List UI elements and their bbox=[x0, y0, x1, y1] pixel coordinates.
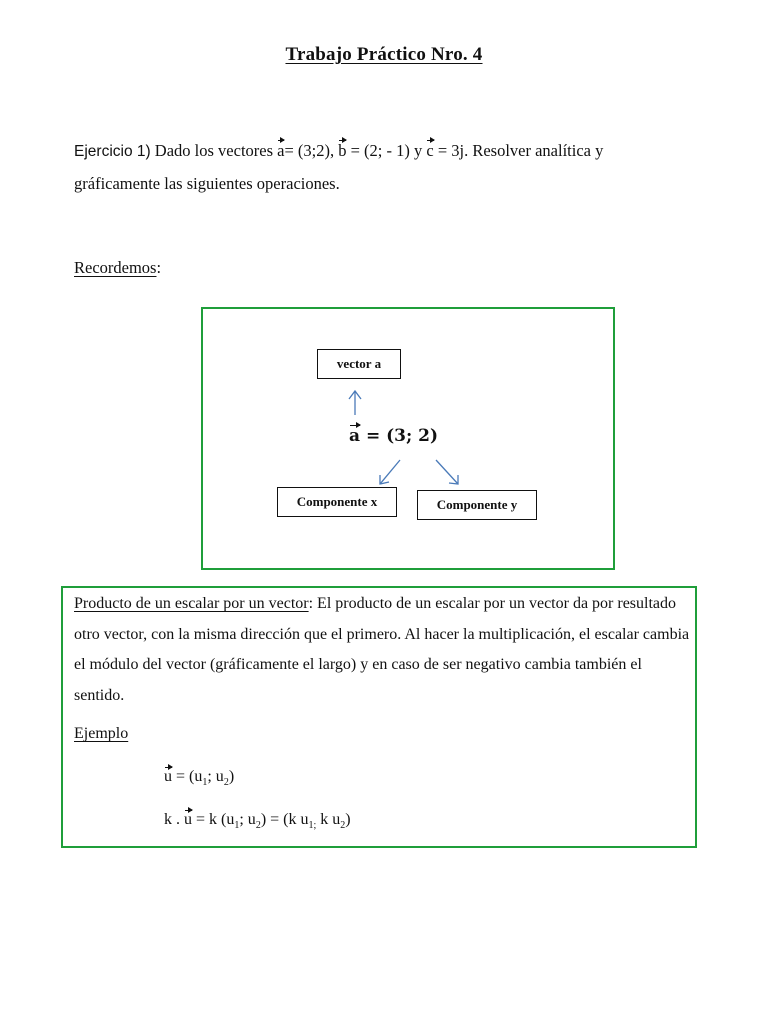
exercise-intro: Dado los vectores bbox=[154, 141, 274, 160]
eq2-sub-4: 2 bbox=[340, 820, 346, 832]
producto-paragraph bbox=[74, 589, 694, 711]
formula-a-value: = (3; 2) bbox=[365, 426, 439, 446]
vector-a-formula bbox=[349, 426, 438, 446]
vector-c-symbol: c bbox=[426, 141, 434, 160]
eq1-part-c: ) bbox=[228, 768, 235, 785]
vector-a-value: = (3;2), bbox=[284, 141, 335, 160]
eq2-part-a: = k (u bbox=[196, 811, 235, 828]
exercise-line-1 bbox=[74, 141, 603, 161]
vector-b-symbol: b bbox=[338, 141, 347, 160]
vector-b-value: = (2; - 1) y bbox=[350, 141, 423, 160]
recordemos-heading bbox=[74, 258, 161, 278]
component-x-box: Componente x bbox=[277, 487, 397, 517]
vector-c-value: = 3j. Resolver analítica y bbox=[437, 141, 604, 160]
eq2-part-d: k u bbox=[316, 811, 341, 828]
producto-heading: Producto de un escalar por un vector bbox=[74, 595, 309, 612]
example-equation-1 bbox=[164, 768, 234, 788]
eq1-part-b: ; u bbox=[207, 768, 224, 785]
formula-a-symbol: a bbox=[349, 426, 361, 446]
ejemplo-heading: Ejemplo bbox=[74, 725, 129, 742]
exercise-label: Ejercicio 1) bbox=[74, 143, 151, 160]
eq2-part-e: ) bbox=[345, 811, 351, 828]
producto-text: : El producto de un escalar por un vector da por resultado otro vector, con la misma dirección que el primero. Al hacer la multiplicación, el escalar cambia el módulo del vector (gráficamente el largo) y en caso de ser negativo cambia también el sentido. bbox=[74, 595, 690, 704]
eq2-k: k . bbox=[164, 811, 180, 828]
eq2-part-b: ; u bbox=[239, 811, 256, 828]
eq1-sub-1: 1 bbox=[202, 777, 208, 789]
eq2-sub-2: 2 bbox=[255, 820, 261, 832]
recordemos-heading-text: Recordemos bbox=[74, 258, 157, 277]
eq2-sub-1: 1 bbox=[234, 820, 240, 832]
recordemos-colon: : bbox=[156, 258, 162, 277]
arrow-down-right bbox=[436, 460, 458, 484]
example-equation-2 bbox=[164, 811, 351, 831]
vector-a-symbol: a bbox=[277, 141, 285, 160]
eq2-part-c: ) = (k u bbox=[260, 811, 309, 828]
exercise-line-2: gráficamente las siguientes operaciones. bbox=[74, 174, 340, 193]
page-title: Trabajo Práctico Nro. 4 bbox=[285, 44, 483, 65]
eq1-part-a: = (u bbox=[176, 768, 203, 785]
eq1-sub-2: 2 bbox=[223, 777, 229, 789]
component-y-box: Componente y bbox=[417, 490, 537, 520]
vector-a-box: vector a bbox=[317, 349, 401, 379]
eq2-u-symbol: u bbox=[184, 811, 192, 828]
recordemos-diagram-box bbox=[201, 307, 615, 570]
eq2-sub-3: 1; bbox=[308, 820, 317, 832]
arrow-down-left bbox=[380, 460, 400, 484]
eq1-u-symbol: u bbox=[164, 768, 172, 785]
